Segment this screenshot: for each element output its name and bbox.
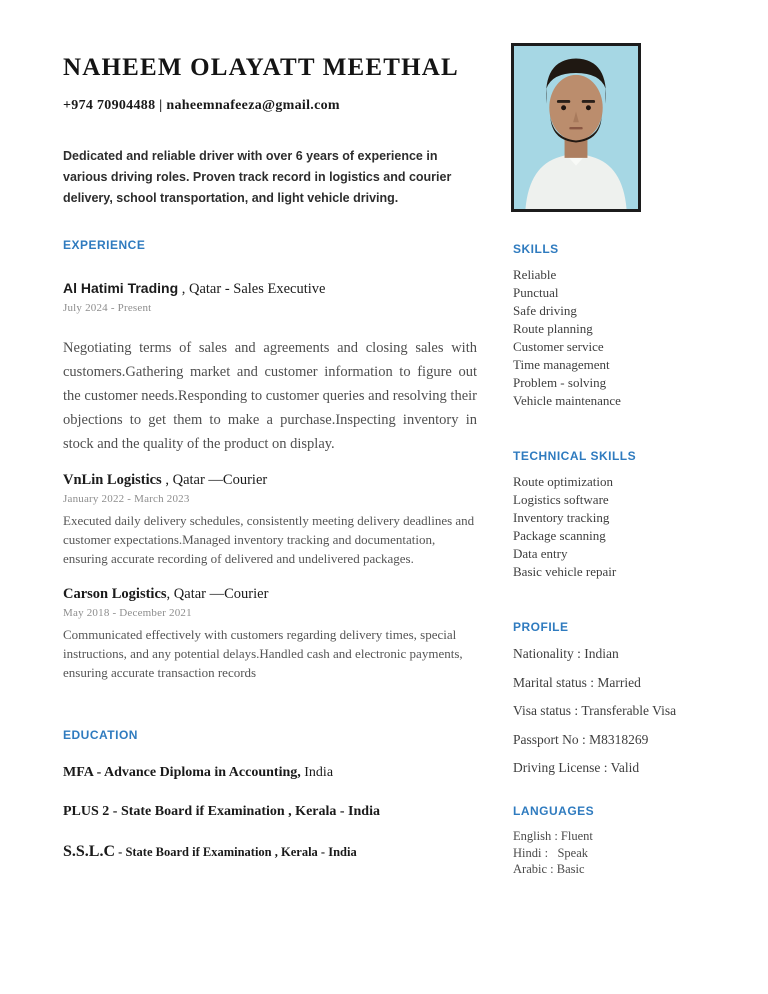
portrait-illustration — [514, 46, 638, 209]
technical-skill-item: Logistics software — [513, 492, 609, 507]
language-item: Arabic : Basic — [513, 862, 585, 876]
job-title — [63, 586, 483, 603]
profile-item: Driving License : Valid — [513, 760, 640, 775]
education-location: - State Board if Examination , Kerala - India — [115, 845, 357, 859]
experience-section — [63, 238, 483, 682]
skill-item: Route planning — [513, 321, 593, 336]
job-description: Communicated effectively with customers regarding delivery times, special instructions, and any potential delays.Handled cash and electronic payments, ensuring accurate transaction records — [63, 627, 463, 680]
job-location-role: , Qatar —Courier — [166, 586, 269, 602]
education-location: India — [300, 765, 334, 780]
profile-item: Visa status : Transferable Visa — [513, 703, 677, 718]
technical-skill-item: Package scanning — [513, 528, 606, 543]
skill-item: Safe driving — [513, 303, 577, 318]
skills-section — [513, 242, 748, 410]
education-degree: MFA - Advance Diploma in Accounting, — [63, 765, 301, 780]
education-degree: S.S.L.C — [63, 843, 116, 860]
languages-section — [513, 804, 748, 878]
job-list — [63, 280, 483, 682]
profile-item: Passport No : M8318269 — [513, 731, 649, 747]
education-entry — [63, 765, 493, 781]
education-entry — [63, 843, 493, 861]
profile-item: Marital status : Married — [513, 674, 641, 690]
job-entry — [63, 586, 483, 682]
skills-heading: SKILLS — [513, 242, 559, 256]
technical-skills-list — [513, 473, 748, 581]
education-degree: PLUS 2 - State Board if Examination , Kerala - India — [63, 804, 380, 819]
language-item: Hindi : Speak — [513, 845, 588, 860]
candidate-name: NAHEEM OLAYATT MEETHAL — [63, 54, 459, 81]
job-company: VnLin Logistics — [63, 472, 162, 488]
job-dates: May 2018 - December 2021 — [63, 607, 192, 619]
job-company: Carson Logistics — [63, 586, 167, 602]
profile-heading: PROFILE — [513, 620, 569, 634]
job-entry — [63, 280, 483, 456]
language-item: English : Fluent — [513, 829, 593, 843]
education-list — [63, 765, 493, 861]
job-description: Negotiating terms of sales and agreements and closing sales with customers.Gathering market and customer information to figure out the customer needs.Responding to customer queries and resolving their objections to get them to make a purchase.Inspecting inventory in stock and the quality of the product on display. — [63, 340, 477, 452]
technical-skills-section — [513, 449, 748, 581]
skill-item: Time management — [513, 357, 610, 372]
skill-item: Customer service — [513, 339, 604, 354]
job-title — [63, 472, 483, 489]
technical-skill-item: Data entry — [513, 546, 568, 561]
job-location-role: , Qatar - Sales Executive — [178, 281, 326, 297]
job-location-role: , Qatar —Courier — [161, 472, 268, 488]
education-section — [63, 728, 493, 861]
profile-section — [513, 620, 748, 789]
job-title — [63, 280, 483, 298]
job-description: Executed daily delivery schedules, consistently meeting delivery deadlines and customer expectations.Managed inventory tracking and documentation, ensuring accurate recording of delivered and undelivered packages. — [63, 513, 475, 566]
skill-item: Problem - solving — [513, 375, 607, 390]
job-dates: July 2024 - Present — [63, 302, 152, 314]
languages-list — [513, 828, 748, 878]
experience-heading: EXPERIENCE — [63, 238, 146, 252]
technical-skills-heading: TECHNICAL SKILLS — [513, 449, 637, 463]
professional-summary: Dedicated and reliable driver with over 6 years of experience in various driving roles. Proven track record in logistics and courier delivery, school transportation, and light vehicle driving. — [63, 149, 452, 205]
profile-photo — [511, 43, 641, 212]
contact-line: +974 70904488 | naheemnafeeza@gmail.com — [63, 98, 340, 113]
job-entry — [63, 472, 483, 568]
education-entry — [63, 804, 493, 820]
education-heading: EDUCATION — [63, 728, 138, 742]
technical-skill-item: Basic vehicle repair — [513, 564, 617, 579]
skills-list — [513, 266, 748, 410]
profile-list — [513, 646, 748, 776]
skill-item: Vehicle maintenance — [513, 393, 621, 408]
skill-item: Reliable — [513, 267, 557, 282]
profile-item: Nationality : Indian — [513, 646, 619, 661]
skill-item: Punctual — [513, 285, 559, 300]
job-dates: January 2022 - March 2023 — [63, 493, 190, 505]
technical-skill-item: Inventory tracking — [513, 510, 610, 525]
technical-skill-item: Route optimization — [513, 474, 614, 489]
languages-heading: LANGUAGES — [513, 804, 595, 818]
job-company: Al Hatimi Trading — [63, 280, 179, 296]
